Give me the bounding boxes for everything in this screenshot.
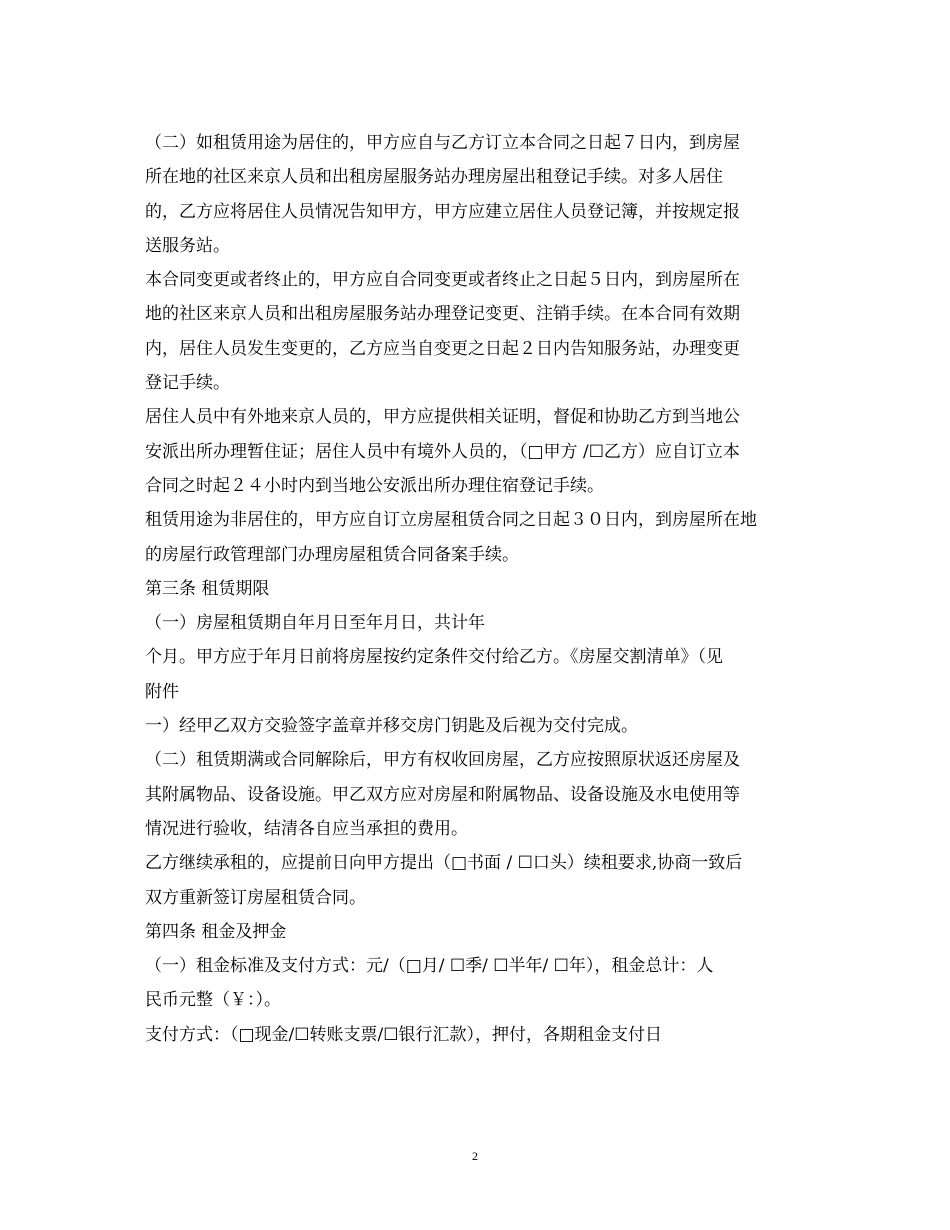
text-line: （二）如租赁用途为居住的，甲方应自与乙方订立本合同之日起７日内，到房屋 xyxy=(145,133,740,153)
text-line: 所在地的社区来京人员和出租房屋服务站办理房屋出租登记手续。对多人居住 xyxy=(145,167,723,188)
text-line: 居住人员中有外地来京人员的，甲方应提供相关证明，督促和协助乙方到当地公 xyxy=(145,407,740,428)
text-line: 安派出所办理暂住证；居住人员中有境外人员的，（□甲方 /☐乙方）应自订立本 xyxy=(145,441,740,462)
text-line: 登记手续。 xyxy=(145,373,230,394)
text-line: 送服务站。 xyxy=(145,235,230,256)
text-line: （一）房屋租赁期自年月日至年月日，共计年 xyxy=(145,613,485,634)
text-line: 一）经甲乙双方交验签字盖章并移交房门钥匙及后视为交付完成。 xyxy=(145,716,638,737)
page-number: 2 xyxy=(472,1149,478,1163)
text-line: 内，居住人员发生变更的，乙方应当自变更之日起２日内告知服务站，办理变更 xyxy=(145,338,740,359)
text-line: 个月。甲方应于年月日前将房屋按约定条件交付给乙方。《房屋交割清单》（见 xyxy=(145,647,723,668)
text-line: （一）租金标准及支付方式：元/（□月/ ☐季/ ☐半年/ ☐年），租金总计：人 xyxy=(145,956,714,977)
text-line: 乙方继续承租的，应提前日向甲方提出（□书面 / ☐口头）续租要求,协商一致后 xyxy=(145,853,743,874)
text-line: 合同之时起２４小时内到当地公安派出所办理住宿登记手续。 xyxy=(145,475,604,496)
section-heading: 第三条 租赁期限 xyxy=(145,578,270,599)
text-line: （二）租赁期满或合同解除后，甲方有权收回房屋，乙方应按照原状返还房屋及 xyxy=(145,750,740,771)
text-line: 地的社区来京人员和出租房屋服务站办理登记变更、注销手续。在本合同有效期 xyxy=(145,304,740,325)
text-line: 支付方式：（□现金/☐转账支票/☐银行汇款），押付，各期租金支付日 xyxy=(145,1024,662,1045)
text-line: 的房屋行政管理部门办理房屋租赁合同备案手续。 xyxy=(145,544,519,565)
section-heading: 第四条 租金及押金 xyxy=(145,921,287,942)
text-line: 本合同变更或者终止的，甲方应自合同变更或者终止之日起５日内，到房屋所在 xyxy=(145,270,740,291)
text-line: 双方重新签订房屋租赁合同。 xyxy=(145,887,366,908)
text-line: 的，乙方应将居住人员情况告知甲方，甲方应建立居住人员登记簿，并按规定报 xyxy=(145,201,740,222)
text-line: 情况进行验收，结清各自应当承担的费用。 xyxy=(145,818,468,839)
text-line: 附件 xyxy=(145,681,179,702)
text-line: 租赁用途为非居住的，甲方应自订立房屋租赁合同之日起３０日内，到房屋所在地 xyxy=(145,510,757,531)
text-line: 民币元整（￥：）。 xyxy=(145,990,281,1011)
document-body xyxy=(145,126,810,1052)
text-line: 其附属物品、设备设施。甲乙双方应对房屋和附属物品、设备设施及水电使用等 xyxy=(145,784,740,805)
